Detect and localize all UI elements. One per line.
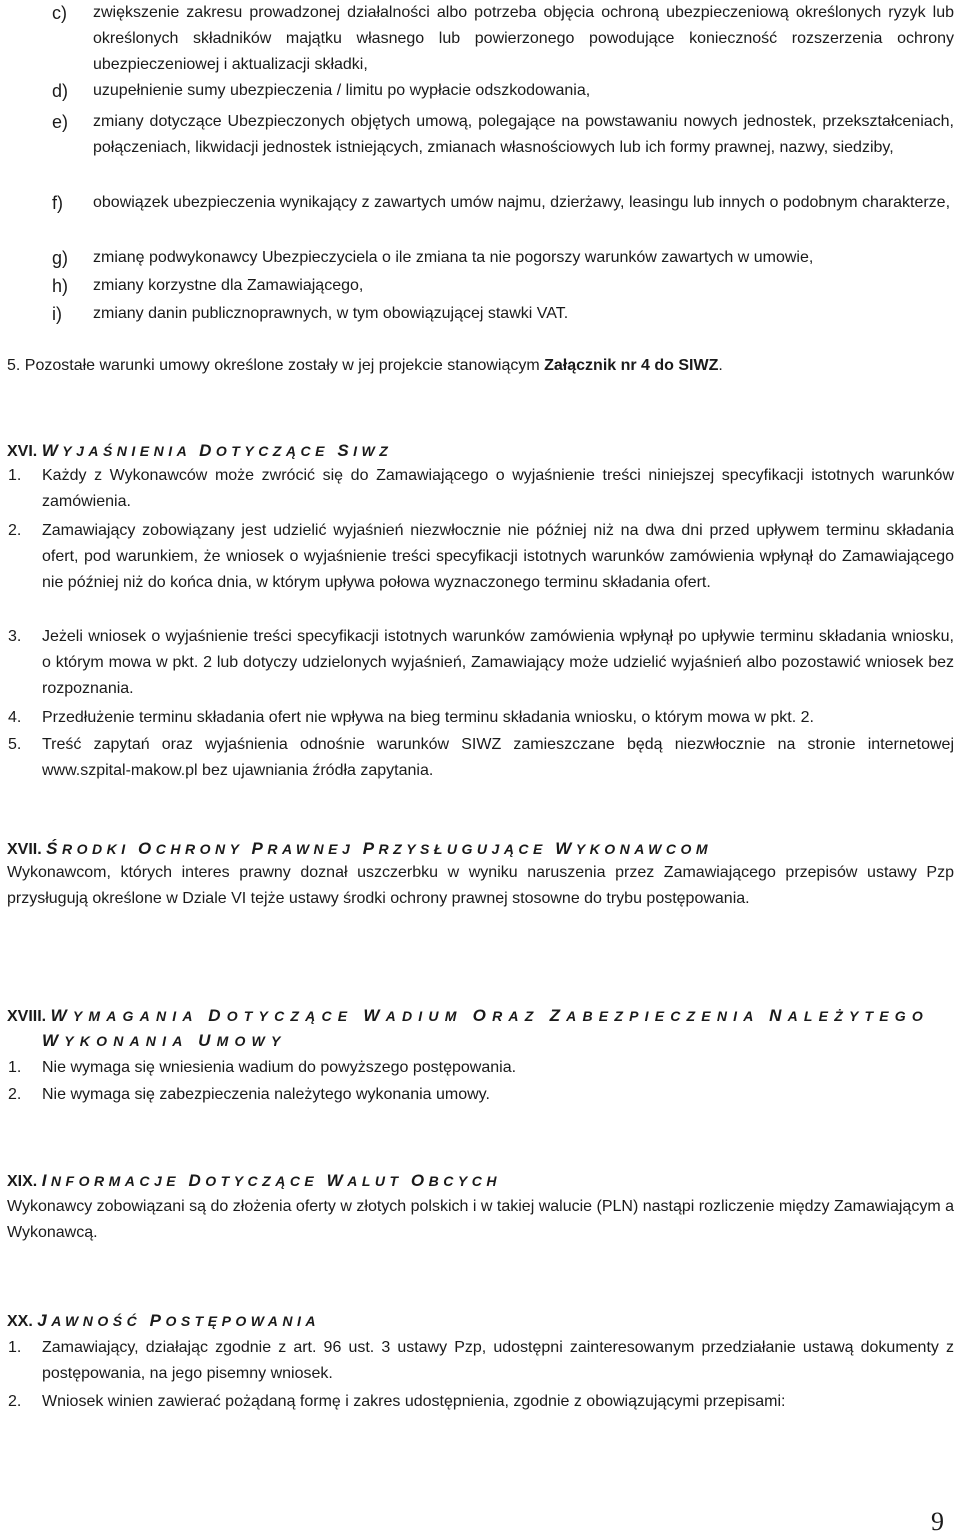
list-text: zmiany danin publicznoprawnych, w tym obowiązującej stawki VAT. — [93, 305, 569, 322]
sec17-text: Wykonawcom, których interes prawny doznał uszczerbku w wyniku naruszenia przez Zamawiającego przepisów ustawy Pzp przysługują określone w Dziale VI tejże ustawy środki ochrony prawnej stosowne do trybu postępowania. — [7, 864, 954, 907]
list-text: zmiany dotyczące Ubezpieczonych objętych umową, polegające na powstawaniu nowych jednostek, przekształceniach, połączeniach, likwidacji jednostek istniejących, zmianach własnościowych lub ich formy prawnej, nazwy, siedziby, — [93, 113, 954, 156]
item-text: Nie wymaga się wniesienia wadium do powyższego postępowania. — [42, 1059, 517, 1076]
list-label: g) — [52, 248, 69, 268]
item-text: Wniosek winien zawierać pożądaną formę i zakres udostępnienia, zgodnie z obowiązującymi przepisami: — [42, 1393, 786, 1410]
section-number: XX. — [7, 1313, 33, 1330]
list-text: uzupełnienie sumy ubezpieczenia / limitu po wypłacie odszkodowania, — [93, 82, 591, 99]
section-number: XVII. — [7, 841, 42, 858]
item-text: Zamawiający zobowiązany jest udzielić wyjaśnień niezwłocznie nie później niż na dwa dni przed upływem terminu składania ofert, pod warunkiem, że wniosek o wyjaśnienie treści specyfikacji istotnych warunków zamówienia wpłynął do Zamawiającego nie później niż do końca dnia, w którym upływa połowa wyznaczonego terminu składania ofert. — [42, 522, 954, 591]
section-number: XVIII. — [7, 1008, 47, 1025]
section-title: INFORMACJE DOTYCZĄCE WALUT OBCYCH — [41, 1171, 501, 1190]
section-xx-heading — [7, 1310, 320, 1333]
section-title: WYJAŚNIENIA DOTYCZĄCE SIWZ — [41, 441, 393, 460]
list-text: zmiany korzystne dla Zamawiającego, — [93, 277, 364, 294]
section-title-cont: WYKONANIA UMOWY — [42, 1031, 287, 1050]
point-5-text: 5. Pozostałe warunki umowy określone zostały w jej projekcie stanowiącym — [7, 357, 545, 374]
list-label: h) — [52, 276, 69, 296]
list-label: f) — [52, 193, 63, 213]
item-number: 1. — [8, 1059, 22, 1076]
section-title: WYMAGANIA DOTYCZĄCE WADIUM ORAZ ZABEZPIECZENIA NALEŻYTEGO — [50, 1006, 929, 1025]
list-text: zmianę podwykonawcy Ubezpieczyciela o ile zmiana ta nie pogorszy warunków zawartych w umowie, — [93, 249, 814, 266]
section-title: ŚRODKI OCHRONY PRAWNEJ PRZYSŁUGUJĄCE WYKONAWCOM — [46, 839, 712, 858]
sec19-text: Wykonawcy zobowiązani są do złożenia oferty w złotych polskich i w takiej walucie (PLN) nastąpi rozliczenie między Zamawiającym a Wykonawcą. — [7, 1198, 954, 1241]
section-xvii-heading — [7, 838, 712, 861]
point-5-attachment: Załącznik nr 4 do SIWZ — [544, 357, 719, 374]
item-number: 1. — [8, 467, 22, 484]
item-text: Nie wymaga się zabezpieczenia należytego wykonania umowy. — [42, 1086, 490, 1103]
list-label: i) — [52, 304, 62, 324]
page-number: 9 — [931, 1507, 944, 1536]
item-text: Jeżeli wniosek o wyjaśnienie treści specyfikacji istotnych warunków zamówienia wpłynął po upływie terminu składania wniosku, o którym mowa w pkt. 2 lub dotyczy udzielonych wyjaśnień, Zamawiający może udzielić wyjaśnień albo pozostawić wniosek bez rozpoznania. — [42, 628, 954, 697]
list-text: zwiększenie zakresu prowadzonej działalności albo potrzeba objęcia ochroną ubezpieczeniową określonych ryzyk lub określonych składników majątku własnego lub powierzonego powodujące konieczność rozszerzenia ochrony ubezpieczeniowej i aktualizacji składki, — [93, 4, 954, 73]
item-number: 2. — [8, 1393, 22, 1410]
section-xviii-heading — [7, 1005, 929, 1028]
list-label: c) — [52, 3, 67, 23]
item-text: Zamawiający, działając zgodnie z art. 96 ust. 3 ustawy Pzp, udostępni zainteresowanym przedziałanie ustawą dokumenty z postępowania, na jego pisemny wniosek. — [42, 1339, 954, 1382]
section-title: JAWNOŚĆ POSTĘPOWANIA — [37, 1311, 320, 1330]
item-text: Każdy z Wykonawców może zwrócić się do Zamawiającego o wyjaśnienie treści niniejszej specyfikacji istotnych warunków zamówienia. — [42, 467, 954, 510]
list-label: e) — [52, 112, 69, 132]
item-text: Treść zapytań oraz wyjaśnienia odnośnie warunków SIWZ zamieszczane będą niezwłocznie na stronie internetowej www.szpital-makow.pl bez ujawniania źródła zapytania. — [42, 736, 954, 779]
point-5 — [7, 353, 954, 379]
section-number: XIX. — [7, 1173, 38, 1190]
item-number: 4. — [8, 709, 22, 726]
item-number: 5. — [8, 736, 22, 753]
section-xix-heading — [7, 1170, 501, 1193]
item-number: 3. — [8, 628, 22, 645]
item-number: 2. — [8, 1086, 22, 1103]
list-label: d) — [52, 81, 69, 101]
list-text: obowiązek ubezpieczenia wynikający z zawartych umów najmu, dzierżawy, leasingu lub innych o podobnym charakterze, — [93, 194, 951, 211]
point-5-end: . — [718, 357, 723, 374]
item-number: 2. — [8, 522, 22, 539]
section-number: XVI. — [7, 443, 38, 460]
section-xviii-heading-cont — [42, 1030, 286, 1053]
item-number: 1. — [8, 1339, 22, 1356]
item-text: Przedłużenie terminu składania ofert nie wpływa na bieg terminu składania wniosku, o którym mowa w pkt. 2. — [42, 709, 814, 726]
section-xvi-heading — [7, 440, 392, 463]
